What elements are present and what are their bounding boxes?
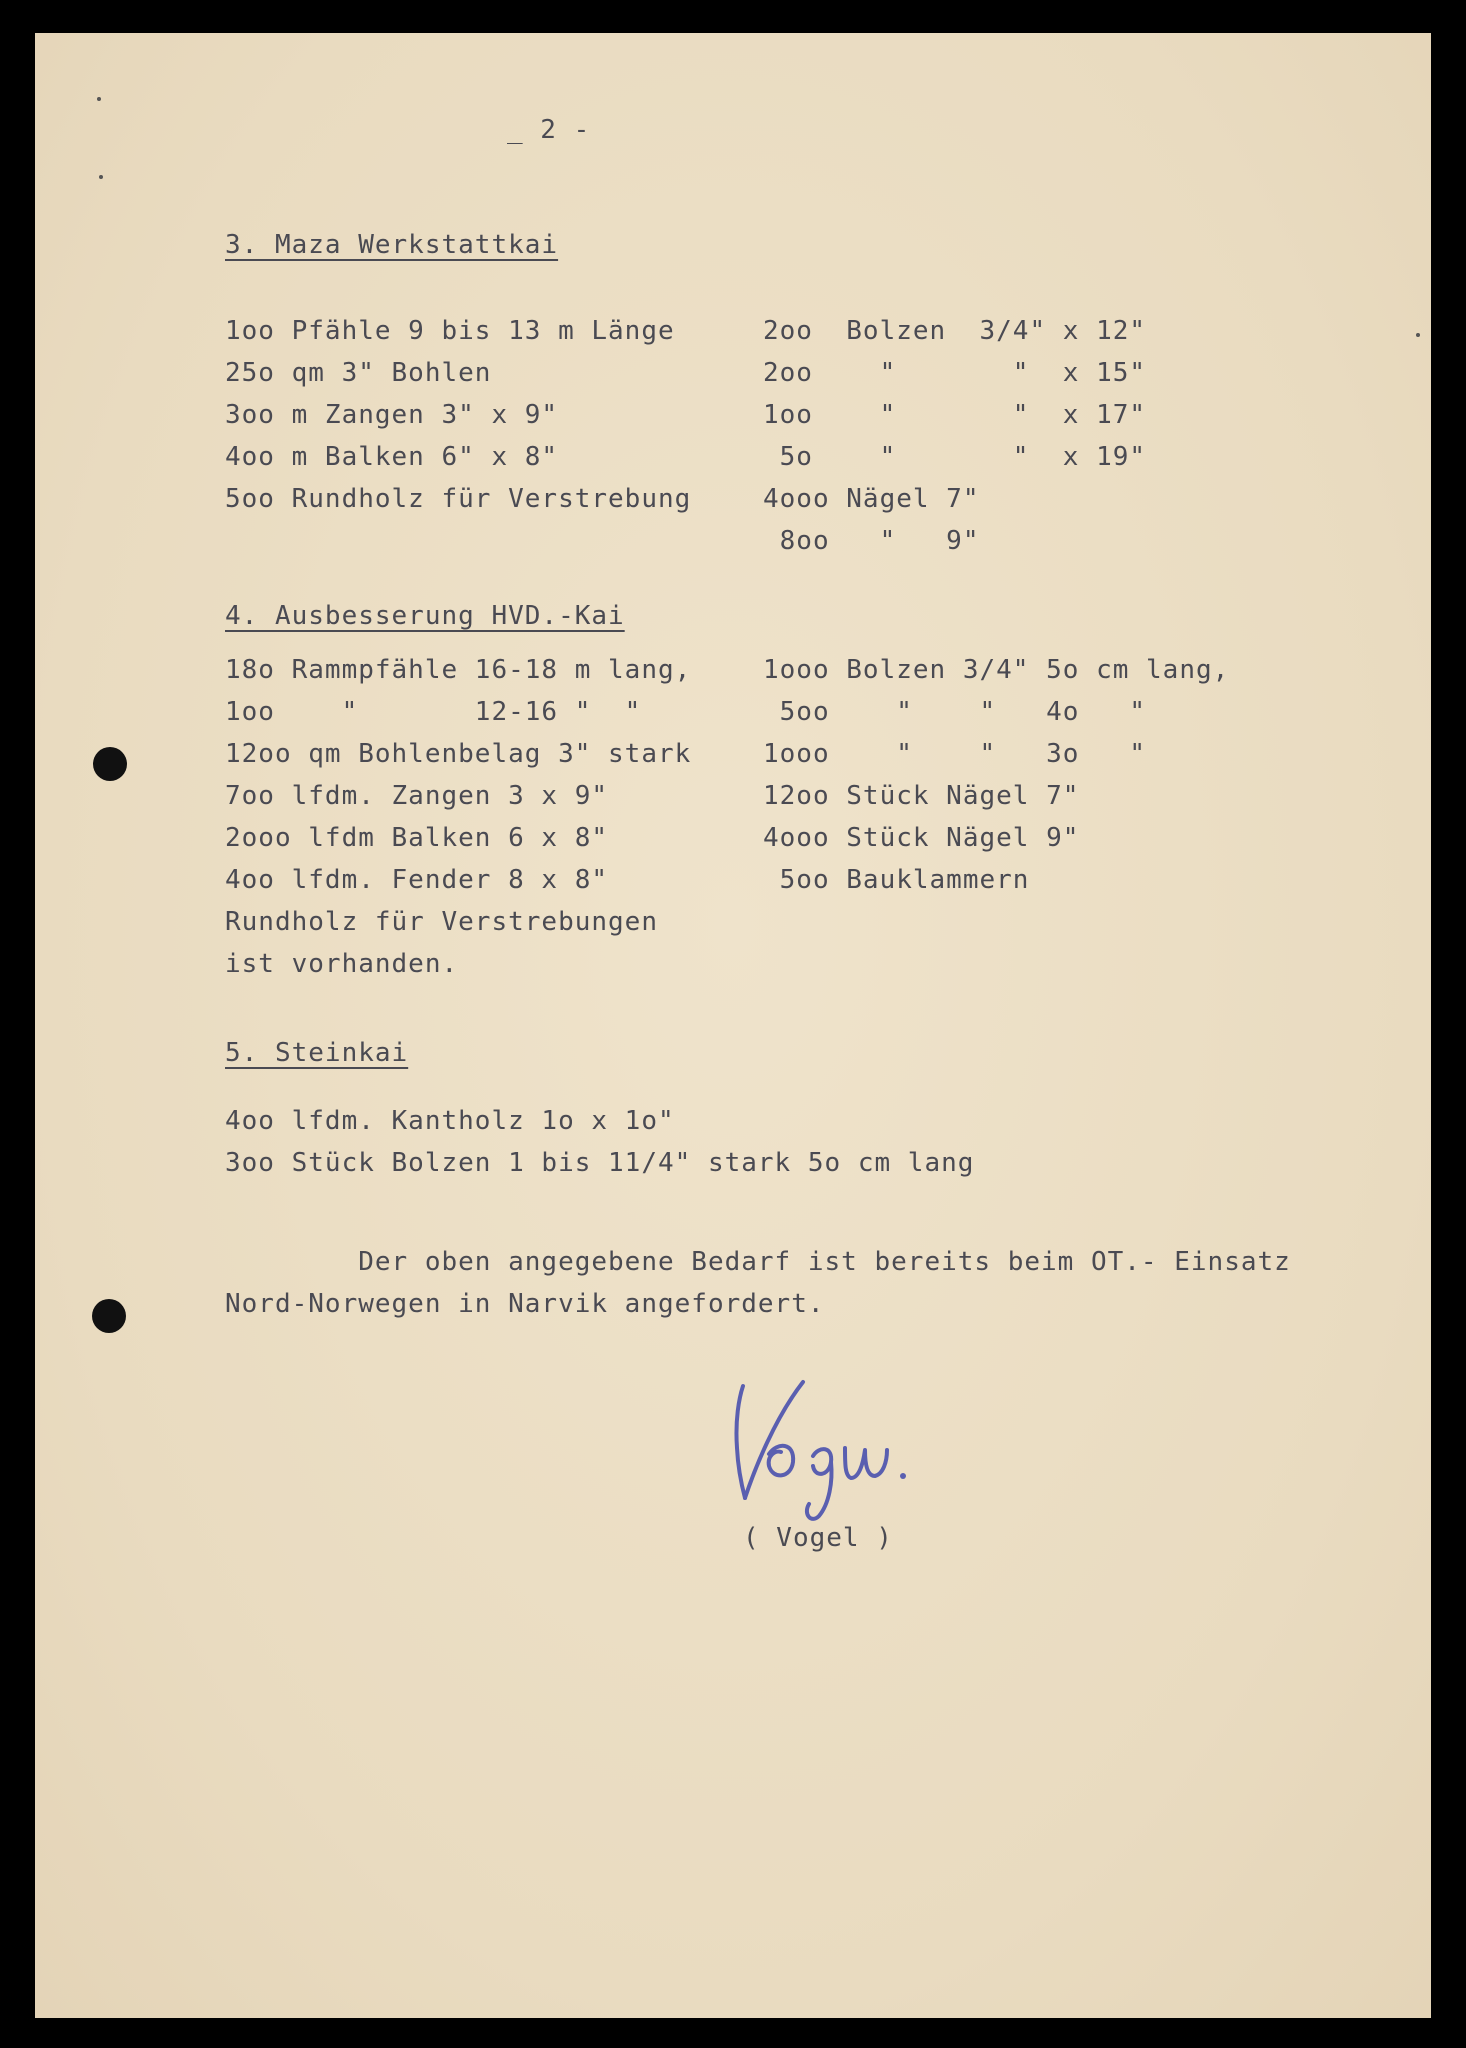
list-item: 3oo Stück Bolzen 1 bis 11/4" stark 5o cm lang xyxy=(225,1148,975,1178)
list-item: 5oo Rundholz für Verstrebung xyxy=(225,484,692,514)
punch-hole-bottom xyxy=(92,1299,126,1333)
closing-line-1: Der oben angegebene Bedarf ist bereits beim OT.- Einsatz xyxy=(225,1247,1291,1277)
list-item: 25o qm 3" Bohlen xyxy=(225,358,492,388)
section-3-title: 3. Maza Werkstattkai xyxy=(225,230,559,260)
section-4-title: 4. Ausbesserung HVD.-Kai xyxy=(225,601,625,631)
list-item: 2oo Bolzen 3/4" x 12" xyxy=(763,316,1147,346)
list-item: 12oo qm Bohlenbelag 3" stark xyxy=(225,739,692,769)
handwritten-signature xyxy=(695,1358,955,1528)
signature-name: ( Vogel ) xyxy=(743,1523,893,1553)
list-item: 7oo lfdm. Zangen 3 x 9" xyxy=(225,781,609,811)
list-item: 18o Rammpfähle 16-18 m lang, xyxy=(225,655,692,685)
list-item: 1oo Pfähle 9 bis 13 m Länge xyxy=(225,316,675,346)
list-item: 1oo " 12-16 " " xyxy=(225,697,642,727)
closing-line-2: Nord-Norwegen in Narvik angefordert. xyxy=(225,1289,825,1319)
list-item: 5oo Bauklammern xyxy=(763,865,1030,895)
list-item: 4oo lfdm. Fender 8 x 8" xyxy=(225,865,609,895)
list-item: Rundholz für Verstrebungen xyxy=(225,907,658,937)
list-item: 12oo Stück Nägel 7" xyxy=(763,781,1080,811)
list-item: 5oo " " 4o " xyxy=(763,697,1147,727)
list-item: 5o " " x 19" xyxy=(763,442,1147,472)
list-item: ist vorhanden. xyxy=(225,949,459,979)
list-item: 1oo " " x 17" xyxy=(763,400,1147,430)
paper-speck xyxy=(1416,333,1420,337)
list-item: 4oo lfdm. Kantholz 1o x 1o" xyxy=(225,1106,675,1136)
list-item: 3oo m Zangen 3" x 9" xyxy=(225,400,559,430)
list-item: 4oo m Balken 6" x 8" xyxy=(225,442,559,472)
document-page xyxy=(35,33,1431,2018)
list-item: 2ooo lfdm Balken 6 x 8" xyxy=(225,823,609,853)
list-item: 4ooo Stück Nägel 9" xyxy=(763,823,1080,853)
section-5-title: 5. Steinkai xyxy=(225,1038,409,1068)
page-number: _ 2 - xyxy=(507,115,591,145)
list-item: 1ooo Bolzen 3/4" 5o cm lang, xyxy=(763,655,1230,685)
paper-speck xyxy=(97,97,101,101)
punch-hole-top xyxy=(93,747,127,781)
list-item: 4ooo Nägel 7" xyxy=(763,484,980,514)
paper-speck xyxy=(99,175,103,179)
list-item: 1ooo " " 3o " xyxy=(763,739,1147,769)
list-item: 2oo " " x 15" xyxy=(763,358,1147,388)
list-item: 8oo " 9" xyxy=(763,526,980,556)
